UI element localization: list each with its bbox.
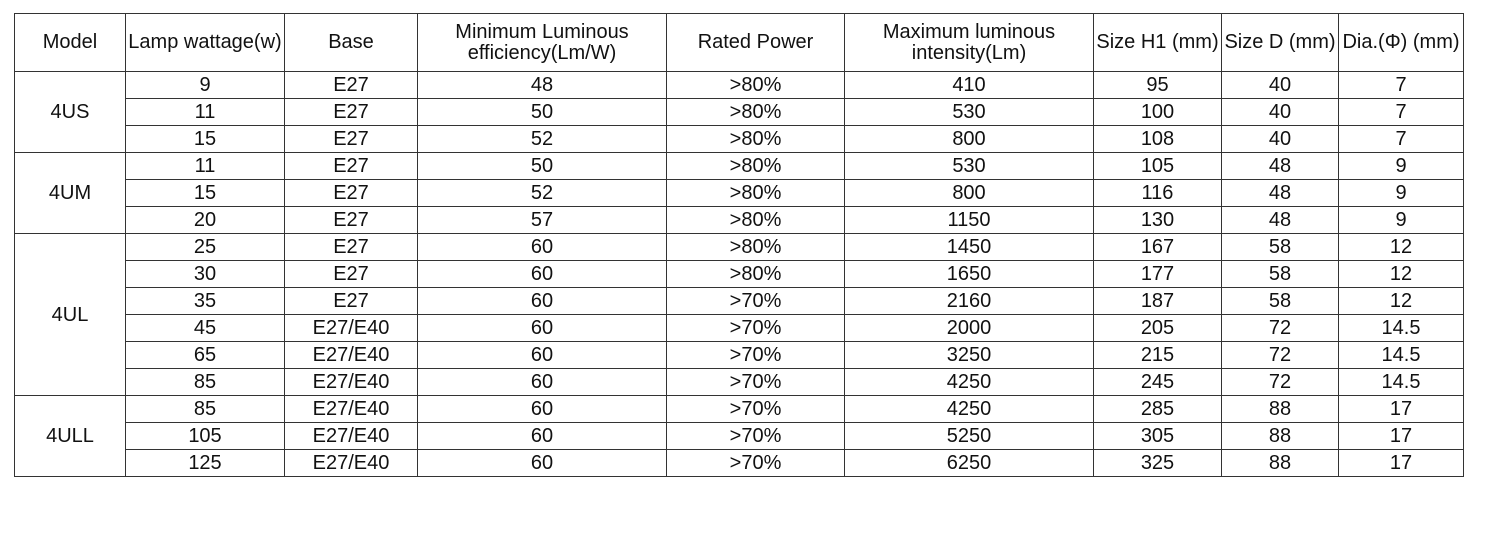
table-row (15, 315, 1464, 342)
cell-lamp-wattage: 85 (126, 369, 285, 396)
cell-lamp-wattage: 25 (126, 234, 285, 261)
cell-size-d: 40 (1222, 99, 1339, 126)
cell-max-intensity: 4250 (845, 369, 1094, 396)
cell-diameter: 17 (1339, 423, 1464, 450)
table-header-row (15, 14, 1464, 72)
cell-size-h1: 100 (1094, 99, 1222, 126)
cell-base: E27 (285, 180, 418, 207)
cell-size-h1: 95 (1094, 72, 1222, 99)
table-row (15, 450, 1464, 477)
cell-lamp-wattage: 20 (126, 207, 285, 234)
cell-min-efficiency: 60 (418, 369, 667, 396)
cell-max-intensity: 1150 (845, 207, 1094, 234)
header-lamp-wattage: Lamp wattage(w) (126, 14, 285, 72)
cell-size-h1: 105 (1094, 153, 1222, 180)
cell-min-efficiency: 52 (418, 126, 667, 153)
cell-lamp-wattage: 65 (126, 342, 285, 369)
cell-size-d: 88 (1222, 396, 1339, 423)
cell-base: E27 (285, 207, 418, 234)
cell-rated-power: >80% (667, 153, 845, 180)
table-row (15, 72, 1464, 99)
cell-max-intensity: 800 (845, 180, 1094, 207)
cell-size-h1: 245 (1094, 369, 1222, 396)
cell-min-efficiency: 60 (418, 423, 667, 450)
cell-size-d: 58 (1222, 288, 1339, 315)
cell-size-h1: 116 (1094, 180, 1222, 207)
cell-diameter: 17 (1339, 396, 1464, 423)
cell-size-d: 40 (1222, 72, 1339, 99)
cell-size-h1: 177 (1094, 261, 1222, 288)
table-row (15, 126, 1464, 153)
cell-size-d: 48 (1222, 180, 1339, 207)
cell-max-intensity: 410 (845, 72, 1094, 99)
table-row (15, 396, 1464, 423)
cell-rated-power: >80% (667, 126, 845, 153)
cell-max-intensity: 2000 (845, 315, 1094, 342)
cell-rated-power: >70% (667, 423, 845, 450)
cell-max-intensity: 800 (845, 126, 1094, 153)
cell-min-efficiency: 60 (418, 450, 667, 477)
table-row (15, 99, 1464, 126)
cell-diameter: 9 (1339, 180, 1464, 207)
table-row (15, 180, 1464, 207)
cell-max-intensity: 1650 (845, 261, 1094, 288)
cell-base: E27/E40 (285, 450, 418, 477)
cell-model: 4UM (15, 153, 126, 234)
cell-lamp-wattage: 15 (126, 126, 285, 153)
cell-min-efficiency: 52 (418, 180, 667, 207)
cell-diameter: 7 (1339, 126, 1464, 153)
cell-diameter: 14.5 (1339, 315, 1464, 342)
cell-diameter: 9 (1339, 153, 1464, 180)
header-model: Model (15, 14, 126, 72)
cell-min-efficiency: 60 (418, 396, 667, 423)
cell-lamp-wattage: 105 (126, 423, 285, 450)
cell-rated-power: >80% (667, 99, 845, 126)
cell-base: E27 (285, 288, 418, 315)
table-row (15, 153, 1464, 180)
cell-base: E27/E40 (285, 315, 418, 342)
header-max-luminous-intensity: Maximum luminous intensity(Lm) (845, 14, 1094, 72)
cell-size-h1: 205 (1094, 315, 1222, 342)
cell-size-d: 58 (1222, 261, 1339, 288)
cell-size-d: 40 (1222, 126, 1339, 153)
cell-lamp-wattage: 30 (126, 261, 285, 288)
cell-base: E27/E40 (285, 396, 418, 423)
cell-min-efficiency: 50 (418, 153, 667, 180)
lamp-spec-table (14, 13, 1464, 477)
cell-max-intensity: 530 (845, 153, 1094, 180)
table-row (15, 207, 1464, 234)
cell-model: 4UL (15, 234, 126, 396)
cell-diameter: 12 (1339, 288, 1464, 315)
cell-base: E27 (285, 261, 418, 288)
cell-rated-power: >70% (667, 396, 845, 423)
cell-diameter: 17 (1339, 450, 1464, 477)
cell-rated-power: >80% (667, 207, 845, 234)
cell-lamp-wattage: 85 (126, 396, 285, 423)
header-base: Base (285, 14, 418, 72)
cell-max-intensity: 3250 (845, 342, 1094, 369)
cell-min-efficiency: 50 (418, 99, 667, 126)
cell-min-efficiency: 60 (418, 288, 667, 315)
cell-base: E27/E40 (285, 342, 418, 369)
cell-lamp-wattage: 35 (126, 288, 285, 315)
cell-max-intensity: 5250 (845, 423, 1094, 450)
cell-diameter: 14.5 (1339, 369, 1464, 396)
header-diameter: Dia.(Φ) (mm) (1339, 14, 1464, 72)
cell-model: 4ULL (15, 396, 126, 477)
cell-base: E27 (285, 72, 418, 99)
cell-lamp-wattage: 45 (126, 315, 285, 342)
cell-rated-power: >80% (667, 234, 845, 261)
cell-diameter: 14.5 (1339, 342, 1464, 369)
cell-size-d: 48 (1222, 153, 1339, 180)
cell-size-d: 72 (1222, 369, 1339, 396)
cell-rated-power: >70% (667, 288, 845, 315)
cell-rated-power: >80% (667, 261, 845, 288)
cell-size-d: 58 (1222, 234, 1339, 261)
cell-rated-power: >80% (667, 72, 845, 99)
cell-size-h1: 285 (1094, 396, 1222, 423)
table-row (15, 234, 1464, 261)
cell-base: E27/E40 (285, 369, 418, 396)
cell-min-efficiency: 60 (418, 342, 667, 369)
header-size-d: Size D (mm) (1222, 14, 1339, 72)
cell-lamp-wattage: 11 (126, 99, 285, 126)
cell-max-intensity: 1450 (845, 234, 1094, 261)
cell-size-d: 72 (1222, 315, 1339, 342)
cell-base: E27 (285, 153, 418, 180)
cell-rated-power: >70% (667, 315, 845, 342)
cell-lamp-wattage: 9 (126, 72, 285, 99)
cell-size-h1: 305 (1094, 423, 1222, 450)
cell-min-efficiency: 60 (418, 315, 667, 342)
cell-size-h1: 325 (1094, 450, 1222, 477)
cell-rated-power: >80% (667, 180, 845, 207)
cell-diameter: 7 (1339, 99, 1464, 126)
cell-diameter: 9 (1339, 207, 1464, 234)
cell-rated-power: >70% (667, 342, 845, 369)
table-row (15, 342, 1464, 369)
cell-model: 4US (15, 72, 126, 153)
cell-max-intensity: 530 (845, 99, 1094, 126)
cell-size-d: 88 (1222, 450, 1339, 477)
cell-rated-power: >70% (667, 450, 845, 477)
cell-max-intensity: 2160 (845, 288, 1094, 315)
cell-rated-power: >70% (667, 369, 845, 396)
header-rated-power: Rated Power (667, 14, 845, 72)
cell-size-d: 72 (1222, 342, 1339, 369)
cell-size-h1: 108 (1094, 126, 1222, 153)
table-row (15, 423, 1464, 450)
cell-lamp-wattage: 15 (126, 180, 285, 207)
table-row (15, 369, 1464, 396)
cell-max-intensity: 6250 (845, 450, 1094, 477)
cell-diameter: 12 (1339, 261, 1464, 288)
cell-min-efficiency: 60 (418, 234, 667, 261)
table-row (15, 288, 1464, 315)
header-size-h1: Size H1 (mm) (1094, 14, 1222, 72)
table-body (15, 72, 1464, 477)
cell-size-h1: 167 (1094, 234, 1222, 261)
cell-max-intensity: 4250 (845, 396, 1094, 423)
cell-lamp-wattage: 125 (126, 450, 285, 477)
cell-base: E27 (285, 126, 418, 153)
cell-min-efficiency: 60 (418, 261, 667, 288)
cell-base: E27 (285, 99, 418, 126)
cell-size-d: 48 (1222, 207, 1339, 234)
cell-diameter: 12 (1339, 234, 1464, 261)
cell-min-efficiency: 48 (418, 72, 667, 99)
cell-base: E27/E40 (285, 423, 418, 450)
cell-size-h1: 187 (1094, 288, 1222, 315)
cell-size-h1: 215 (1094, 342, 1222, 369)
header-min-luminous-efficiency: Minimum Luminous efficiency(Lm/W) (418, 14, 667, 72)
table-row (15, 261, 1464, 288)
cell-size-h1: 130 (1094, 207, 1222, 234)
cell-base: E27 (285, 234, 418, 261)
cell-diameter: 7 (1339, 72, 1464, 99)
cell-size-d: 88 (1222, 423, 1339, 450)
cell-lamp-wattage: 11 (126, 153, 285, 180)
cell-min-efficiency: 57 (418, 207, 667, 234)
